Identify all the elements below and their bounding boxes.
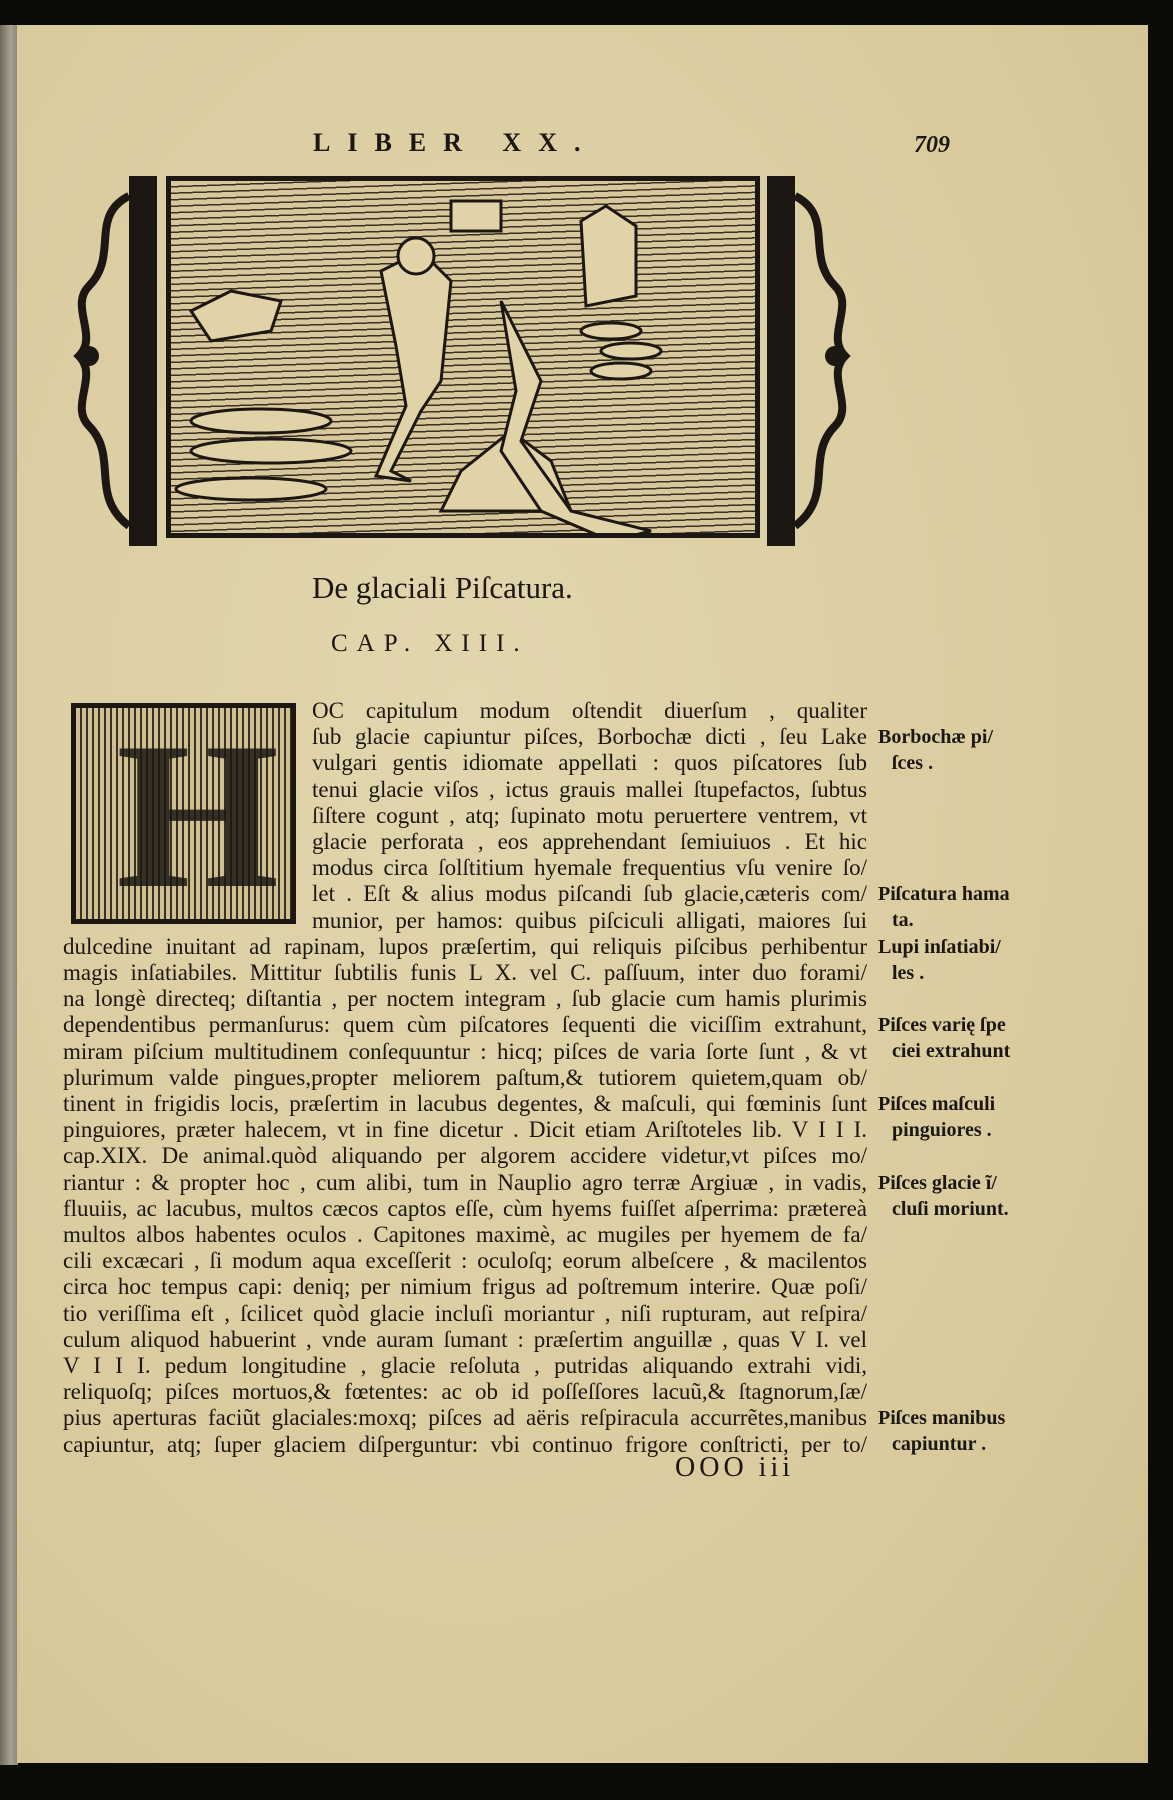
initial-letter: H [116,700,280,932]
margin-note-line: les . [892,961,925,984]
margin-note-line: Piſces varię ſpe [878,1014,1006,1037]
margin-note-line: Piſcatura hama [878,883,1010,906]
chapter-number: CAP. XIII. [331,630,529,657]
text-line: pinguiores, præter halecem, vt in fine dicetur . Dicit etiam Ariſtoteles lib. V I I I. [63,1117,867,1143]
text-line: tenui glacie viſos , ictus grauis mallei ſtupefactos, ſubtus [312,776,867,802]
text-line: OC capitulum modum oſtendit diuerſum , qualiter [312,698,867,723]
margin-note [878,1091,1028,1143]
text-line: reliquoſq; piſces mortuos,& fœtentes: ac ob id poſſeſſores lacuũ,& ſtagnorum,ſæ/ [63,1379,867,1405]
margin-note-line: cluſi moriunt. [892,1197,1009,1220]
text-line: cili excæcari , ſi modum aqua exceſſerit : oculoſq; eorum albeſcere , & macilentos [63,1248,867,1274]
text-line: riantur : & propter hoc , cum alibi, tum in Nauplio agro terræ Argiuæ , in vadis, [63,1169,867,1195]
text-line: magis inſatiabiles. Mittitur ſubtilis funis L X. vel C. paſſuum, inter duo forami/ [63,960,867,985]
catchword-signature: OOO iii [675,1452,794,1483]
text-line: culum aliquod habuerint , vnde auram ſumant : præſertim anguillæ , quas V I. vel [63,1326,867,1352]
margin-note-line: Piſces glacie ĩ/ [878,1171,997,1194]
text-line: capiuntur, atq; ſuper glaciem diſperguntur: vbi continuo frigore conſtricti, per to/ [63,1431,867,1457]
text-line: ſiſtere cogunt , atq; ſupinato motu peruertere ventrem, vt [312,802,867,828]
margin-note [878,1012,1028,1064]
margin-note-line: pinguiores . [892,1119,992,1141]
margin-note-line: ſces . [892,752,934,775]
text-line: munior, per hamos: quibus piſciculi alligati, maiores ſui [312,907,867,933]
margin-note [878,934,1028,986]
margin-note-line: Piſces maſculi [878,1093,996,1115]
text-line: ſub glacie capiuntur piſces, Borbochæ dicti , ſeu Lake [312,724,867,750]
page-number: 709 [914,132,950,158]
margin-note-line: Borbochæ pi/ [878,726,994,749]
decorated-initial [71,700,296,932]
margin-note [878,1405,1028,1457]
text-line: let . Eſt & alius modus piſcandi ſub glacie,cæteris com/ [312,881,867,907]
text-line: pius aperturas faciũt glaciales:moxq; piſces ad aëris reſpiracula accurrẽtes,manibus [63,1405,867,1431]
book-gutter [0,25,18,1765]
text-line: cap.XIX. De animal.quòd aliquando per algorem accidere videtur,vt piſces mo/ [63,1143,867,1169]
margin-note-line: Lupi inſatiabi/ [878,935,1001,958]
text-line: miram piſcium multitudinem conſequuntur : hicq; piſces de varia ſorte ſunt , & vt [63,1038,867,1064]
text-line: dependentibus permanſurus: quem cùm piſcatores ſequenti die viciſſim extrahunt, [63,1012,867,1038]
margin-note [878,1170,1028,1222]
margin-note-line: capiuntur . [892,1433,987,1456]
left-ornament [69,176,157,546]
chapter-title: De glaciali Piſcatura. [312,570,573,605]
text-line: multos albos habentes oculos . Capitones maximè, ac mugiles per hyemem de fa/ [63,1222,867,1247]
text-line: dulcedine inuitant ad rapinam, lupos præſertim, qui reliquis piſcibus perhibentur [63,933,867,959]
running-title: LIBER XX. [313,128,598,157]
text-line: glacie perforata , eos apprehendant ſemiuiuos . Et hic [312,829,867,854]
text-line: tio veriſſima eſt , ſcilicet quòd glacie incluſi moriantur , niſi rupturam, aut reſpira/ [63,1300,867,1326]
text-line: V I I I. pedum longitudine , glacie reſoluta , putridas aliquando extrahi vidi, [63,1353,867,1378]
right-ornament [767,176,855,546]
text-line: circa hoc tempus capi: deniq; per nimium frigus ad poſtremum interire. Quæ poſi/ [63,1274,867,1300]
text-line: fluuiis, ac lacubus, multos cæcos captos eſſe, cùm hyems fuiſſet aſperrima: prætereà [63,1195,867,1221]
margin-note-line: ta. [892,909,914,932]
margin-note-line: Piſces manibus [878,1407,1006,1430]
text-line: vulgari gentis idiomate appellati : quos piſcatores ſub [312,750,867,776]
text-line: modus circa ſolſtitium hyemale frequentius vſu venire ſo/ [312,855,867,881]
margin-note [878,881,1028,933]
text-line: plurimum valde pingues,propter meliorem paſtum,& tutiorem quietem,quam ob/ [63,1064,867,1090]
margin-note [878,724,1028,776]
text-line: tinent in frigidis locis, præſertim in lacubus degentes, & maſculi, qui fœminis ſunt [63,1091,867,1116]
margin-note-line: ciei extrahunt [892,1040,1011,1063]
woodcut-illustration-ice-fishing [166,176,760,538]
text-line: na longè directeq; diſtantia , per noctem integram , ſub glacie cum hamis plurimis [63,986,867,1012]
